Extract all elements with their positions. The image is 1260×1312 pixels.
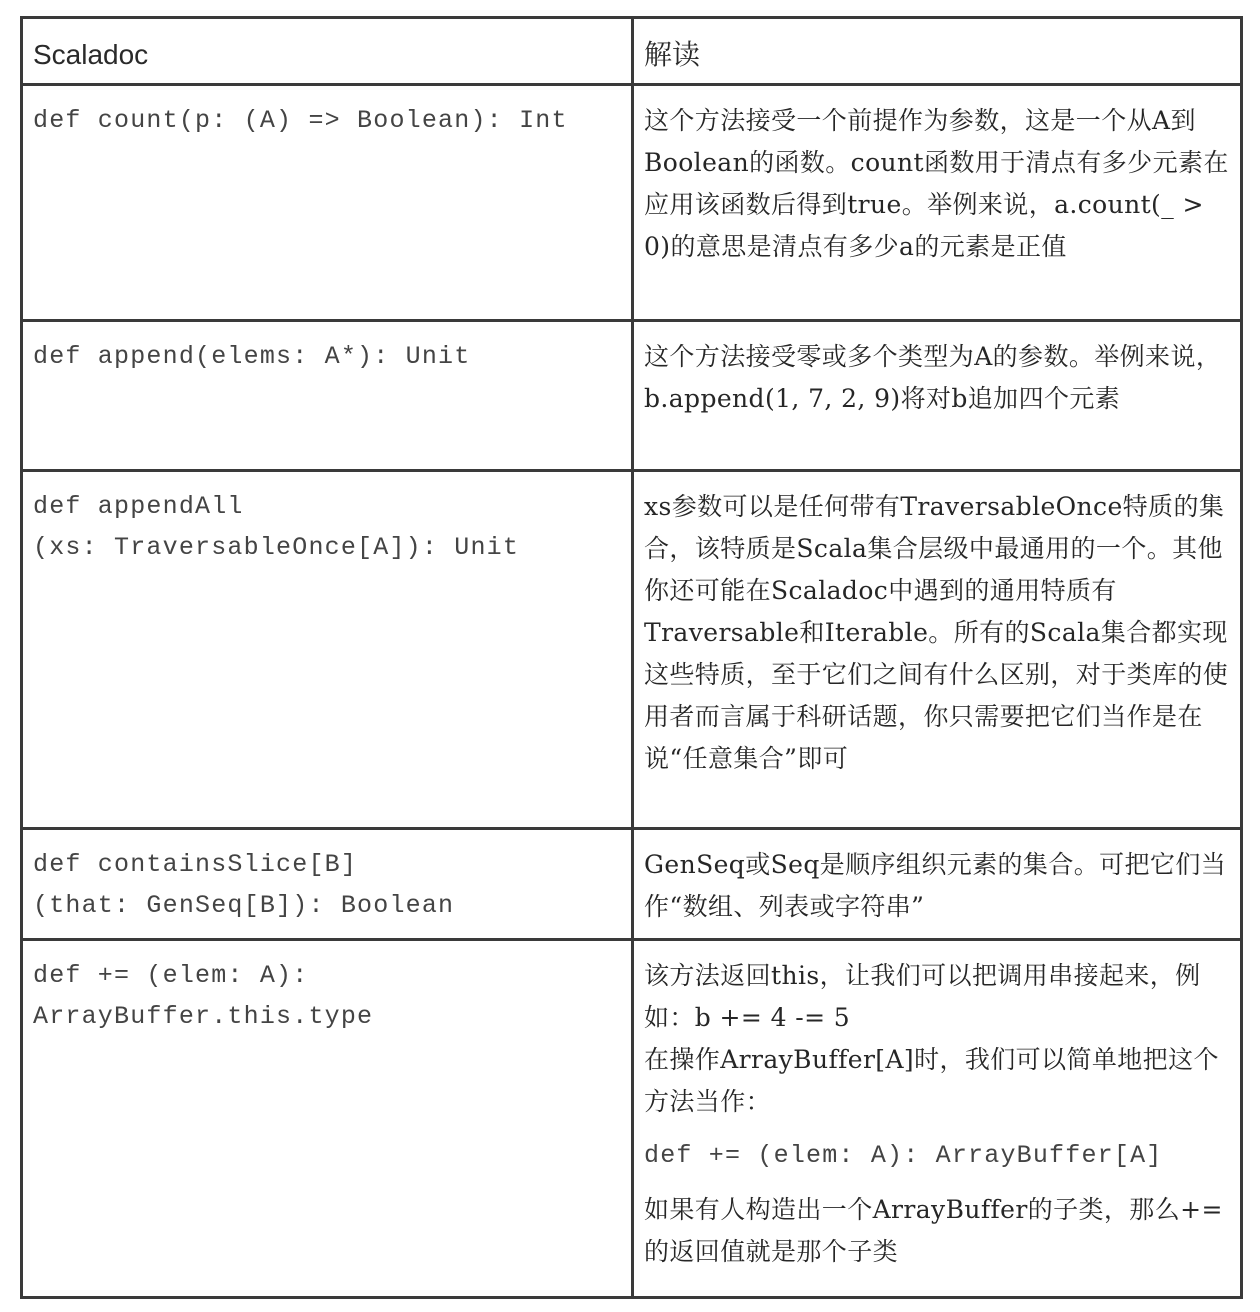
table-row: [22, 940, 1242, 1298]
code-example-line: def += (elem: A): ArrayBuffer[A]: [644, 1141, 1163, 1170]
signature-cell: [22, 321, 633, 471]
table-row: [22, 471, 1242, 829]
description-cell: [633, 829, 1242, 940]
signature-cell: [22, 829, 633, 940]
signature-line: def += (elem: A):: [33, 961, 309, 990]
description-paragraph: 如果有人构造出一个ArrayBuffer的子类，那么+=的返回值就是那个子类: [644, 1195, 1223, 1266]
description-paragraph: 在操作ArrayBuffer[A]时，我们可以简单地把这个方法当作：: [644, 1045, 1219, 1116]
description-paragraph: xs参数可以是任何带有TraversableOnce特质的集合，该特质是Scala集合层级中最通用的一个。其他你还可能在Scaladoc中遇到的通用特质有Traversable和Iterable。所有的Scala集合都实现这些特质，至于它们之间有什么区别，对于类库的使用者而言属于科研话题，你只需要把它们当作是在说“任意集合”即可: [644, 492, 1229, 773]
signature-line: def count(p: (A) => Boolean): Int: [33, 106, 568, 135]
signature-cell: [22, 471, 633, 829]
signature-line: def containsSlice[B]: [33, 850, 358, 879]
header-interpretation: 解读: [633, 18, 1242, 85]
table-row: [22, 321, 1242, 471]
description-cell: [633, 471, 1242, 829]
signature-line: (xs: TraversableOnce[A]): Unit: [33, 533, 520, 562]
description-paragraph: 这个方法接受零或多个类型为A的参数。举例来说，b.append(1, 7, 2, 9)将对b追加四个元素: [644, 342, 1222, 413]
description-cell: [633, 85, 1242, 321]
signature-line: (that: GenSeq[B]): Boolean: [33, 891, 455, 920]
description-paragraph: 该方法返回this，让我们可以把调用串接起来，例如：b += 4 -= 5: [644, 961, 1201, 1032]
table-row: [22, 829, 1242, 940]
signature-line: def appendAll: [33, 492, 244, 521]
signature-line: def append(elems: A*): Unit: [33, 342, 471, 371]
table-row: [22, 85, 1242, 321]
description-cell: [633, 321, 1242, 471]
scaladoc-table: [20, 16, 1243, 1299]
description-cell: [633, 940, 1242, 1298]
header-scaladoc: Scaladoc: [22, 18, 633, 85]
signature-cell: [22, 940, 633, 1298]
table-header-row: [22, 18, 1242, 85]
description-paragraph: 这个方法接受一个前提作为参数，这是一个从A到Boolean的函数。count函数用于清点有多少元素在应用该函数后得到true。举例来说，a.count(_ > 0)的意思是清点有多少a的元素是正值: [644, 106, 1229, 261]
description-paragraph: GenSeq或Seq是顺序组织元素的集合。可把它们当作“数组、列表或字符串”: [644, 850, 1227, 921]
signature-line: ArrayBuffer.this.type: [33, 1002, 374, 1031]
signature-cell: [22, 85, 633, 321]
